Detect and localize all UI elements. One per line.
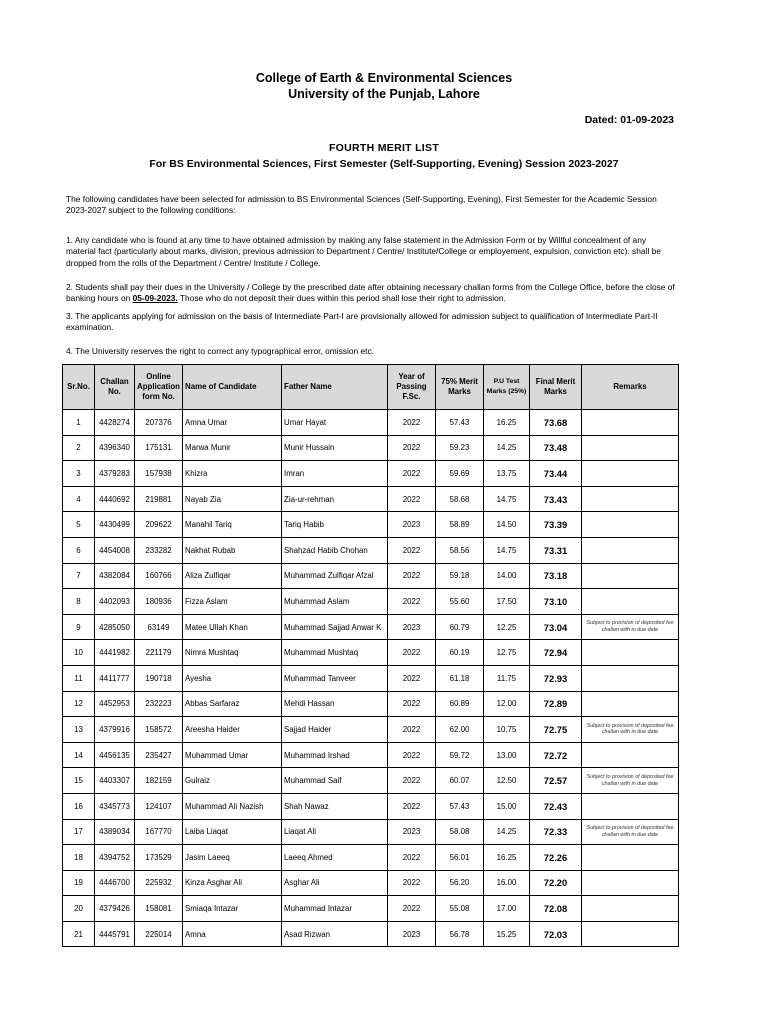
cell-form: 209622 xyxy=(135,512,183,538)
merit-table xyxy=(62,364,679,947)
cell-merit75: 56.78 xyxy=(436,921,484,947)
condition-2 xyxy=(66,282,676,305)
cell-year: 2023 xyxy=(388,921,436,947)
cell-form: 158081 xyxy=(135,896,183,922)
cell-challan: 4403307 xyxy=(95,768,135,794)
cell-challan: 4402093 xyxy=(95,589,135,615)
cell-father: Shahzad Habib Chohan xyxy=(282,537,388,563)
cell-name: Fizza Aslam xyxy=(183,589,282,615)
cell-sr: 6 xyxy=(63,537,95,563)
cell-merit75: 55.60 xyxy=(436,589,484,615)
cell-sr: 13 xyxy=(63,717,95,743)
cell-remarks xyxy=(582,921,679,947)
cell-father: Mehdi Hassan xyxy=(282,691,388,717)
cell-remarks xyxy=(582,691,679,717)
cell-sr: 15 xyxy=(63,768,95,794)
cell-remarks xyxy=(582,793,679,819)
cell-remarks: Subject to provision of deposited fee challan with in due date xyxy=(582,768,679,794)
cell-merit75: 58.08 xyxy=(436,819,484,845)
cell-form: 175131 xyxy=(135,435,183,461)
university-name: University of the Punjab, Lahore xyxy=(288,87,480,101)
college-name: College of Earth & Environmental Sciences xyxy=(255,71,513,85)
cell-name: Khizra xyxy=(183,461,282,487)
cell-name: Laiba Liaqat xyxy=(183,819,282,845)
col-father: Father Name xyxy=(282,365,388,410)
cell-remarks: Subject to provision of deposited fee challan with in due date xyxy=(582,717,679,743)
cell-remarks xyxy=(582,870,679,896)
cell-merit75: 59.23 xyxy=(436,435,484,461)
cell-test: 12.75 xyxy=(484,640,530,666)
cell-father: Muhammad Saif xyxy=(282,768,388,794)
cell-merit75: 56.01 xyxy=(436,845,484,871)
cell-name: Areesha Haider xyxy=(183,717,282,743)
cell-year: 2022 xyxy=(388,768,436,794)
cell-test: 17.00 xyxy=(484,896,530,922)
cell-year: 2022 xyxy=(388,691,436,717)
cell-test: 12.50 xyxy=(484,768,530,794)
table-row xyxy=(63,435,679,461)
cell-final: 72.08 xyxy=(530,896,582,922)
cell-name: Muhammad Umar xyxy=(183,742,282,768)
condition-2-after: Those who do not deposit their dues within this period shall lose their right to admission. xyxy=(177,293,506,304)
cell-father: Muhammad Zulfiqar Afzal xyxy=(282,563,388,589)
cell-remarks xyxy=(582,537,679,563)
cell-form: 182159 xyxy=(135,768,183,794)
cell-year: 2022 xyxy=(388,742,436,768)
cell-final: 73.44 xyxy=(530,461,582,487)
cell-name: Gulraiz xyxy=(183,768,282,794)
cell-father: Zia-ur-rehman xyxy=(282,486,388,512)
cell-challan: 4345773 xyxy=(95,793,135,819)
cell-challan: 4430499 xyxy=(95,512,135,538)
cell-father: Muhammad Sajjad Anwar K xyxy=(282,614,388,640)
cell-sr: 5 xyxy=(63,512,95,538)
table-row xyxy=(63,819,679,845)
cell-year: 2022 xyxy=(388,410,436,436)
cell-name: Muhammad Ali Nazish xyxy=(183,793,282,819)
col-sr: Sr.No. xyxy=(63,365,95,410)
table-row xyxy=(63,563,679,589)
table-row xyxy=(63,870,679,896)
cell-form: 180936 xyxy=(135,589,183,615)
cell-name: Manahil Tariq xyxy=(183,512,282,538)
cell-father: Muhammad Irshad xyxy=(282,742,388,768)
cell-form: 232223 xyxy=(135,691,183,717)
table-row xyxy=(63,896,679,922)
cell-challan: 4396340 xyxy=(95,435,135,461)
cell-form: 63149 xyxy=(135,614,183,640)
cell-sr: 1 xyxy=(63,410,95,436)
cell-name: Marwa Munir xyxy=(183,435,282,461)
cell-year: 2023 xyxy=(388,614,436,640)
cell-final: 73.31 xyxy=(530,537,582,563)
cell-challan: 4382084 xyxy=(95,563,135,589)
cell-merit75: 60.19 xyxy=(436,640,484,666)
table-row xyxy=(63,640,679,666)
table-row xyxy=(63,717,679,743)
table-row xyxy=(63,845,679,871)
cell-merit75: 58.89 xyxy=(436,512,484,538)
cell-form: 157938 xyxy=(135,461,183,487)
cell-father: Muhammad Aslam xyxy=(282,589,388,615)
cell-test: 14.75 xyxy=(484,486,530,512)
cell-test: 14.75 xyxy=(484,537,530,563)
merit-table-body xyxy=(63,410,679,947)
cell-merit75: 61.18 xyxy=(436,665,484,691)
cell-name: Jasim Laeeq xyxy=(183,845,282,871)
cell-father: Umar Hayat xyxy=(282,410,388,436)
col-form: Online Application form No. xyxy=(135,365,183,410)
cell-name: Nayab Zia xyxy=(183,486,282,512)
cell-father: Asad Rizwan xyxy=(282,921,388,947)
cell-test: 14.25 xyxy=(484,435,530,461)
cell-challan: 4389034 xyxy=(95,819,135,845)
cell-father: Tariq Habib xyxy=(282,512,388,538)
cell-sr: 21 xyxy=(63,921,95,947)
table-row xyxy=(63,691,679,717)
cell-year: 2022 xyxy=(388,537,436,563)
table-row xyxy=(63,921,679,947)
cell-merit75: 60.07 xyxy=(436,768,484,794)
cell-name: Nakhat Rubab xyxy=(183,537,282,563)
cell-form: 160766 xyxy=(135,563,183,589)
cell-test: 12.00 xyxy=(484,691,530,717)
cell-merit75: 60.89 xyxy=(436,691,484,717)
cell-name: Aliza Zulfiqar xyxy=(183,563,282,589)
intro-paragraph: The following candidates have been selected for admission to BS Environmental Sciences (Self-Supporting, Evening), First Semester for the Academic Session 2023-2027 subject to the following conditions: xyxy=(66,194,657,216)
cell-final: 73.43 xyxy=(530,486,582,512)
table-row xyxy=(63,589,679,615)
cell-name: Amna xyxy=(183,921,282,947)
cell-remarks xyxy=(582,410,679,436)
cell-final: 72.72 xyxy=(530,742,582,768)
cell-form: 219881 xyxy=(135,486,183,512)
col-challan: Challan No. xyxy=(95,365,135,410)
cell-sr: 9 xyxy=(63,614,95,640)
cell-challan: 4452953 xyxy=(95,691,135,717)
cell-sr: 11 xyxy=(63,665,95,691)
table-row xyxy=(63,793,679,819)
cell-father: Laeeq Ahmed xyxy=(282,845,388,871)
table-row xyxy=(63,614,679,640)
table-row xyxy=(63,410,679,436)
cell-year: 2022 xyxy=(388,665,436,691)
cell-sr: 8 xyxy=(63,589,95,615)
cell-form: 207376 xyxy=(135,410,183,436)
cell-test: 17.50 xyxy=(484,589,530,615)
condition-1: 1. Any candidate who is found at any time to have obtained admission by making any false statement in the Admission Form or by Willful concealment of any material fact (particularly about marks, division, previous admission to Department / Centre/ Institute/College or employement, expulsion, conviction etc). shall be dropped from the rolls of the Department / Centre/ Institute / College. xyxy=(66,235,661,268)
cell-year: 2022 xyxy=(388,640,436,666)
cell-father: Muhammad Intazar xyxy=(282,896,388,922)
condition-4: 4. The University reserves the right to correct any typographical error, omission etc. xyxy=(66,346,374,356)
cell-year: 2022 xyxy=(388,435,436,461)
cell-remarks xyxy=(582,665,679,691)
cell-form: 158572 xyxy=(135,717,183,743)
cell-final: 72.93 xyxy=(530,665,582,691)
cell-final: 72.43 xyxy=(530,793,582,819)
cell-challan: 4454008 xyxy=(95,537,135,563)
cell-name: Ayesha xyxy=(183,665,282,691)
cell-remarks: Subject to provision of deposited fee challan with in due date xyxy=(582,614,679,640)
condition-2-before: 2. Students shall pay their dues in the University / College by the prescribed date after obtaining necessary challan forms from the College Office, before the close of banking hours on xyxy=(66,282,675,304)
cell-challan: 4445791 xyxy=(95,921,135,947)
cell-test: 11.75 xyxy=(484,665,530,691)
cell-merit75: 60.79 xyxy=(436,614,484,640)
col-final: Final Merit Marks xyxy=(530,365,582,410)
cell-challan: 4446700 xyxy=(95,870,135,896)
cell-test: 16.25 xyxy=(484,410,530,436)
cell-father: Muhammad Mushtaq xyxy=(282,640,388,666)
cell-final: 72.03 xyxy=(530,921,582,947)
table-row xyxy=(63,486,679,512)
cell-form: 124107 xyxy=(135,793,183,819)
cell-test: 14.25 xyxy=(484,819,530,845)
cell-final: 72.57 xyxy=(530,768,582,794)
cell-form: 173529 xyxy=(135,845,183,871)
cell-form: 221179 xyxy=(135,640,183,666)
cell-test: 10.75 xyxy=(484,717,530,743)
table-row xyxy=(63,665,679,691)
cell-year: 2022 xyxy=(388,870,436,896)
cell-test: 14.00 xyxy=(484,563,530,589)
cell-challan: 4379283 xyxy=(95,461,135,487)
table-row xyxy=(63,742,679,768)
col-remarks: Remarks xyxy=(582,365,679,410)
cell-test: 16.00 xyxy=(484,870,530,896)
cell-merit75: 59.18 xyxy=(436,563,484,589)
cell-remarks xyxy=(582,563,679,589)
dated-label: Dated: 01-09-2023 xyxy=(584,114,674,126)
merit-list-title: FOURTH MERIT LIST xyxy=(328,142,440,154)
cell-father: Shah Nawaz xyxy=(282,793,388,819)
condition-3: 3. The applicants applying for admission on the basis of Intermediate Part-I are provisionally allowed for admission subject to qualification of Intermediate Part-II examination. xyxy=(66,311,658,333)
cell-year: 2022 xyxy=(388,563,436,589)
cell-challan: 4411777 xyxy=(95,665,135,691)
cell-merit75: 57.43 xyxy=(436,793,484,819)
cell-remarks xyxy=(582,896,679,922)
cell-challan: 4428274 xyxy=(95,410,135,436)
cell-final: 73.10 xyxy=(530,589,582,615)
cell-final: 73.04 xyxy=(530,614,582,640)
cell-sr: 17 xyxy=(63,819,95,845)
cell-form: 167770 xyxy=(135,819,183,845)
cell-form: 190718 xyxy=(135,665,183,691)
cell-merit75: 56.20 xyxy=(436,870,484,896)
merit-list-subtitle: For BS Environmental Sciences, First Semester (Self-Supporting, Evening) Session 2023-2027 xyxy=(149,158,619,170)
cell-year: 2023 xyxy=(388,819,436,845)
cell-year: 2022 xyxy=(388,896,436,922)
cell-name: Amna Umar xyxy=(183,410,282,436)
cell-name: Smiaqa Intazar xyxy=(183,896,282,922)
cell-final: 73.48 xyxy=(530,435,582,461)
cell-merit75: 59.69 xyxy=(436,461,484,487)
cell-challan: 4285050 xyxy=(95,614,135,640)
cell-final: 72.75 xyxy=(530,717,582,743)
cell-final: 72.89 xyxy=(530,691,582,717)
cell-challan: 4379426 xyxy=(95,896,135,922)
cell-father: Munir Hussain xyxy=(282,435,388,461)
cell-final: 72.20 xyxy=(530,870,582,896)
cell-name: Kinza Asghar Ali xyxy=(183,870,282,896)
cell-challan: 4379916 xyxy=(95,717,135,743)
cell-year: 2022 xyxy=(388,589,436,615)
cell-sr: 2 xyxy=(63,435,95,461)
cell-remarks xyxy=(582,461,679,487)
cell-name: Abbas Sarfaraz xyxy=(183,691,282,717)
cell-remarks xyxy=(582,512,679,538)
cell-challan: 4440692 xyxy=(95,486,135,512)
cell-father: Imran xyxy=(282,461,388,487)
cell-form: 225932 xyxy=(135,870,183,896)
cell-sr: 16 xyxy=(63,793,95,819)
col-merit75: 75% Merit Marks xyxy=(436,365,484,410)
cell-year: 2023 xyxy=(388,512,436,538)
cell-merit75: 57.43 xyxy=(436,410,484,436)
cell-remarks xyxy=(582,845,679,871)
cell-merit75: 59.72 xyxy=(436,742,484,768)
cell-test: 15.00 xyxy=(484,793,530,819)
cell-merit75: 62.00 xyxy=(436,717,484,743)
cell-final: 73.18 xyxy=(530,563,582,589)
cell-father: Liaqat Ali xyxy=(282,819,388,845)
cell-final: 73.68 xyxy=(530,410,582,436)
table-row xyxy=(63,461,679,487)
cell-test: 16.25 xyxy=(484,845,530,871)
cell-sr: 4 xyxy=(63,486,95,512)
cell-sr: 14 xyxy=(63,742,95,768)
cell-test: 12.25 xyxy=(484,614,530,640)
cell-year: 2022 xyxy=(388,717,436,743)
cell-name: Matee Ullah Khan xyxy=(183,614,282,640)
deadline-date: 05-09-2023. xyxy=(132,293,178,304)
cell-remarks xyxy=(582,742,679,768)
cell-test: 13.00 xyxy=(484,742,530,768)
cell-sr: 20 xyxy=(63,896,95,922)
cell-year: 2022 xyxy=(388,845,436,871)
table-header-row xyxy=(63,365,679,410)
table-row xyxy=(63,537,679,563)
cell-final: 73.39 xyxy=(530,512,582,538)
cell-father: Asghar Ali xyxy=(282,870,388,896)
cell-sr: 18 xyxy=(63,845,95,871)
cell-merit75: 55.08 xyxy=(436,896,484,922)
col-year: Year of Passing F.Sc. xyxy=(388,365,436,410)
cell-final: 72.26 xyxy=(530,845,582,871)
cell-challan: 4441982 xyxy=(95,640,135,666)
cell-test: 15.25 xyxy=(484,921,530,947)
cell-name: Nimra Mushtaq xyxy=(183,640,282,666)
cell-year: 2022 xyxy=(388,793,436,819)
cell-father: Sajjad Haider xyxy=(282,717,388,743)
cell-remarks xyxy=(582,640,679,666)
cell-challan: 4456135 xyxy=(95,742,135,768)
cell-final: 72.33 xyxy=(530,819,582,845)
cell-sr: 19 xyxy=(63,870,95,896)
cell-year: 2022 xyxy=(388,461,436,487)
cell-merit75: 58.68 xyxy=(436,486,484,512)
cell-sr: 7 xyxy=(63,563,95,589)
cell-final: 72.94 xyxy=(530,640,582,666)
cell-father: Muhammad Tanveer xyxy=(282,665,388,691)
table-row xyxy=(63,768,679,794)
cell-form: 225014 xyxy=(135,921,183,947)
cell-remarks xyxy=(582,589,679,615)
cell-form: 235427 xyxy=(135,742,183,768)
cell-test: 14.50 xyxy=(484,512,530,538)
cell-remarks xyxy=(582,435,679,461)
cell-sr: 3 xyxy=(63,461,95,487)
col-name: Name of Candidate xyxy=(183,365,282,410)
cell-form: 233282 xyxy=(135,537,183,563)
cell-merit75: 58.56 xyxy=(436,537,484,563)
cell-year: 2022 xyxy=(388,486,436,512)
table-row xyxy=(63,512,679,538)
cell-challan: 4394752 xyxy=(95,845,135,871)
col-test: P.U Test Marks (25%) xyxy=(484,365,530,410)
cell-remarks: Subject to provision of deposited fee challan with in due date xyxy=(582,819,679,845)
cell-test: 13.75 xyxy=(484,461,530,487)
cell-sr: 12 xyxy=(63,691,95,717)
cell-sr: 10 xyxy=(63,640,95,666)
cell-remarks xyxy=(582,486,679,512)
